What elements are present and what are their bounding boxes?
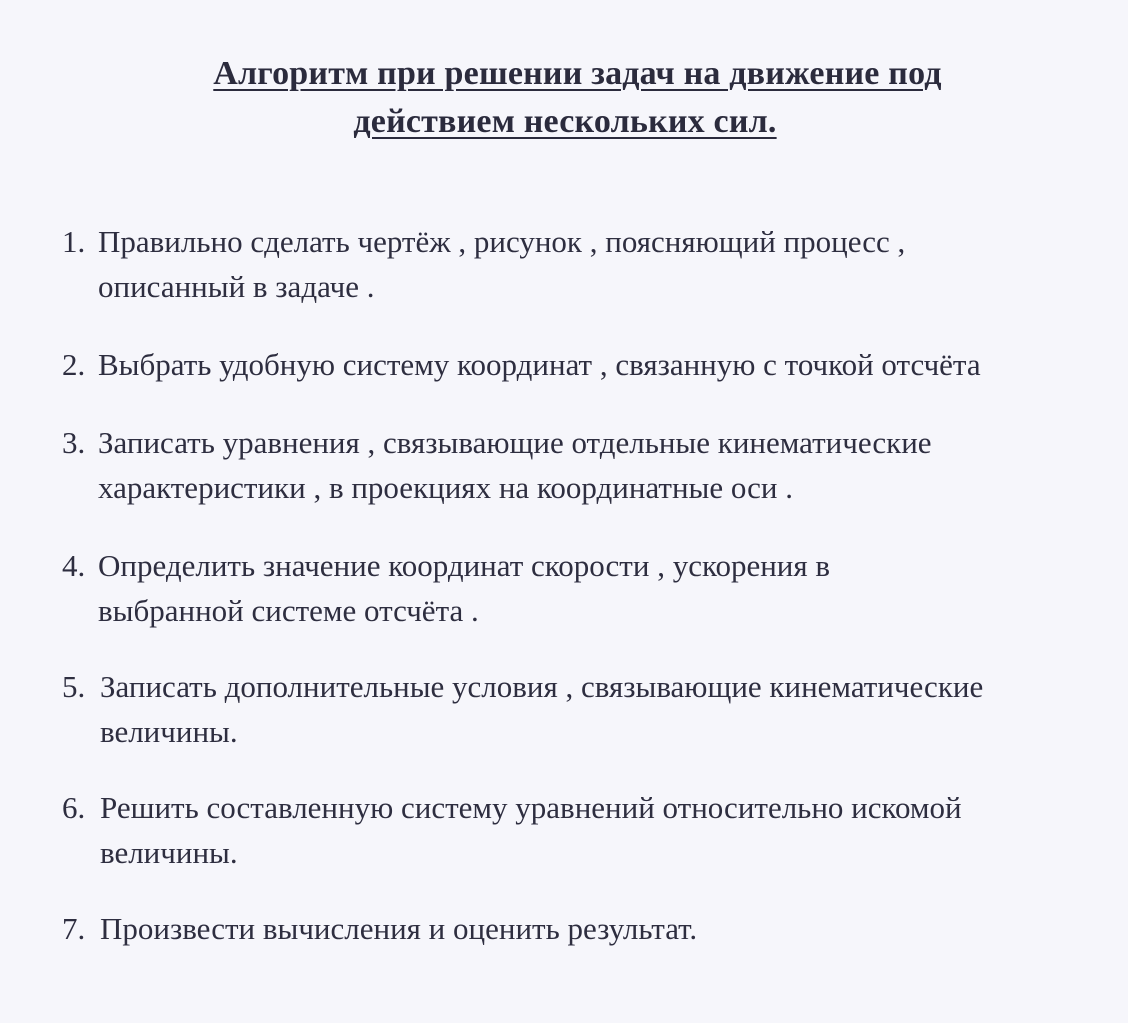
step-number: 3. — [62, 425, 86, 460]
step-text: Решить составленную систему уравнений относительно искомой величины. — [100, 790, 962, 870]
title-line-1: Алгоритм при решении задач на движение под — [213, 55, 942, 92]
step-3 — [62, 420, 1122, 510]
step-2 — [62, 342, 1122, 387]
steps-list — [62, 219, 1122, 951]
document-title — [0, 50, 1080, 146]
step-number: 6. — [62, 790, 86, 825]
step-number: 1. — [62, 224, 86, 259]
step-text: Выбрать удобную систему координат , связанную с точкой отсчёта — [98, 347, 981, 382]
step-number: 4. — [62, 548, 86, 583]
step-4 — [62, 543, 1122, 633]
step-7 — [62, 906, 1122, 951]
step-number: 7. — [62, 911, 86, 946]
step-number: 2. — [62, 347, 86, 382]
title-line-2: действием нескольких сил. — [353, 103, 777, 140]
step-text: Определить значение координат скорости , ускорения в выбранной системе отсчёта . — [98, 548, 831, 628]
step-text: Записать уравнения , связывающие отдельные кинематические характеристики , в проекциях на координатные оси . — [98, 425, 932, 505]
step-6 — [62, 785, 1122, 875]
step-text: Записать дополнительные условия , связывающие кинематические величины. — [100, 669, 984, 749]
step-text: Произвести вычисления и оценить результат. — [100, 911, 698, 946]
step-5 — [62, 664, 1122, 754]
step-number: 5. — [62, 669, 86, 704]
step-1 — [62, 219, 1122, 309]
step-text: Правильно сделать чертёж , рисунок , поясняющий процесс , описанный в задаче . — [98, 224, 906, 304]
